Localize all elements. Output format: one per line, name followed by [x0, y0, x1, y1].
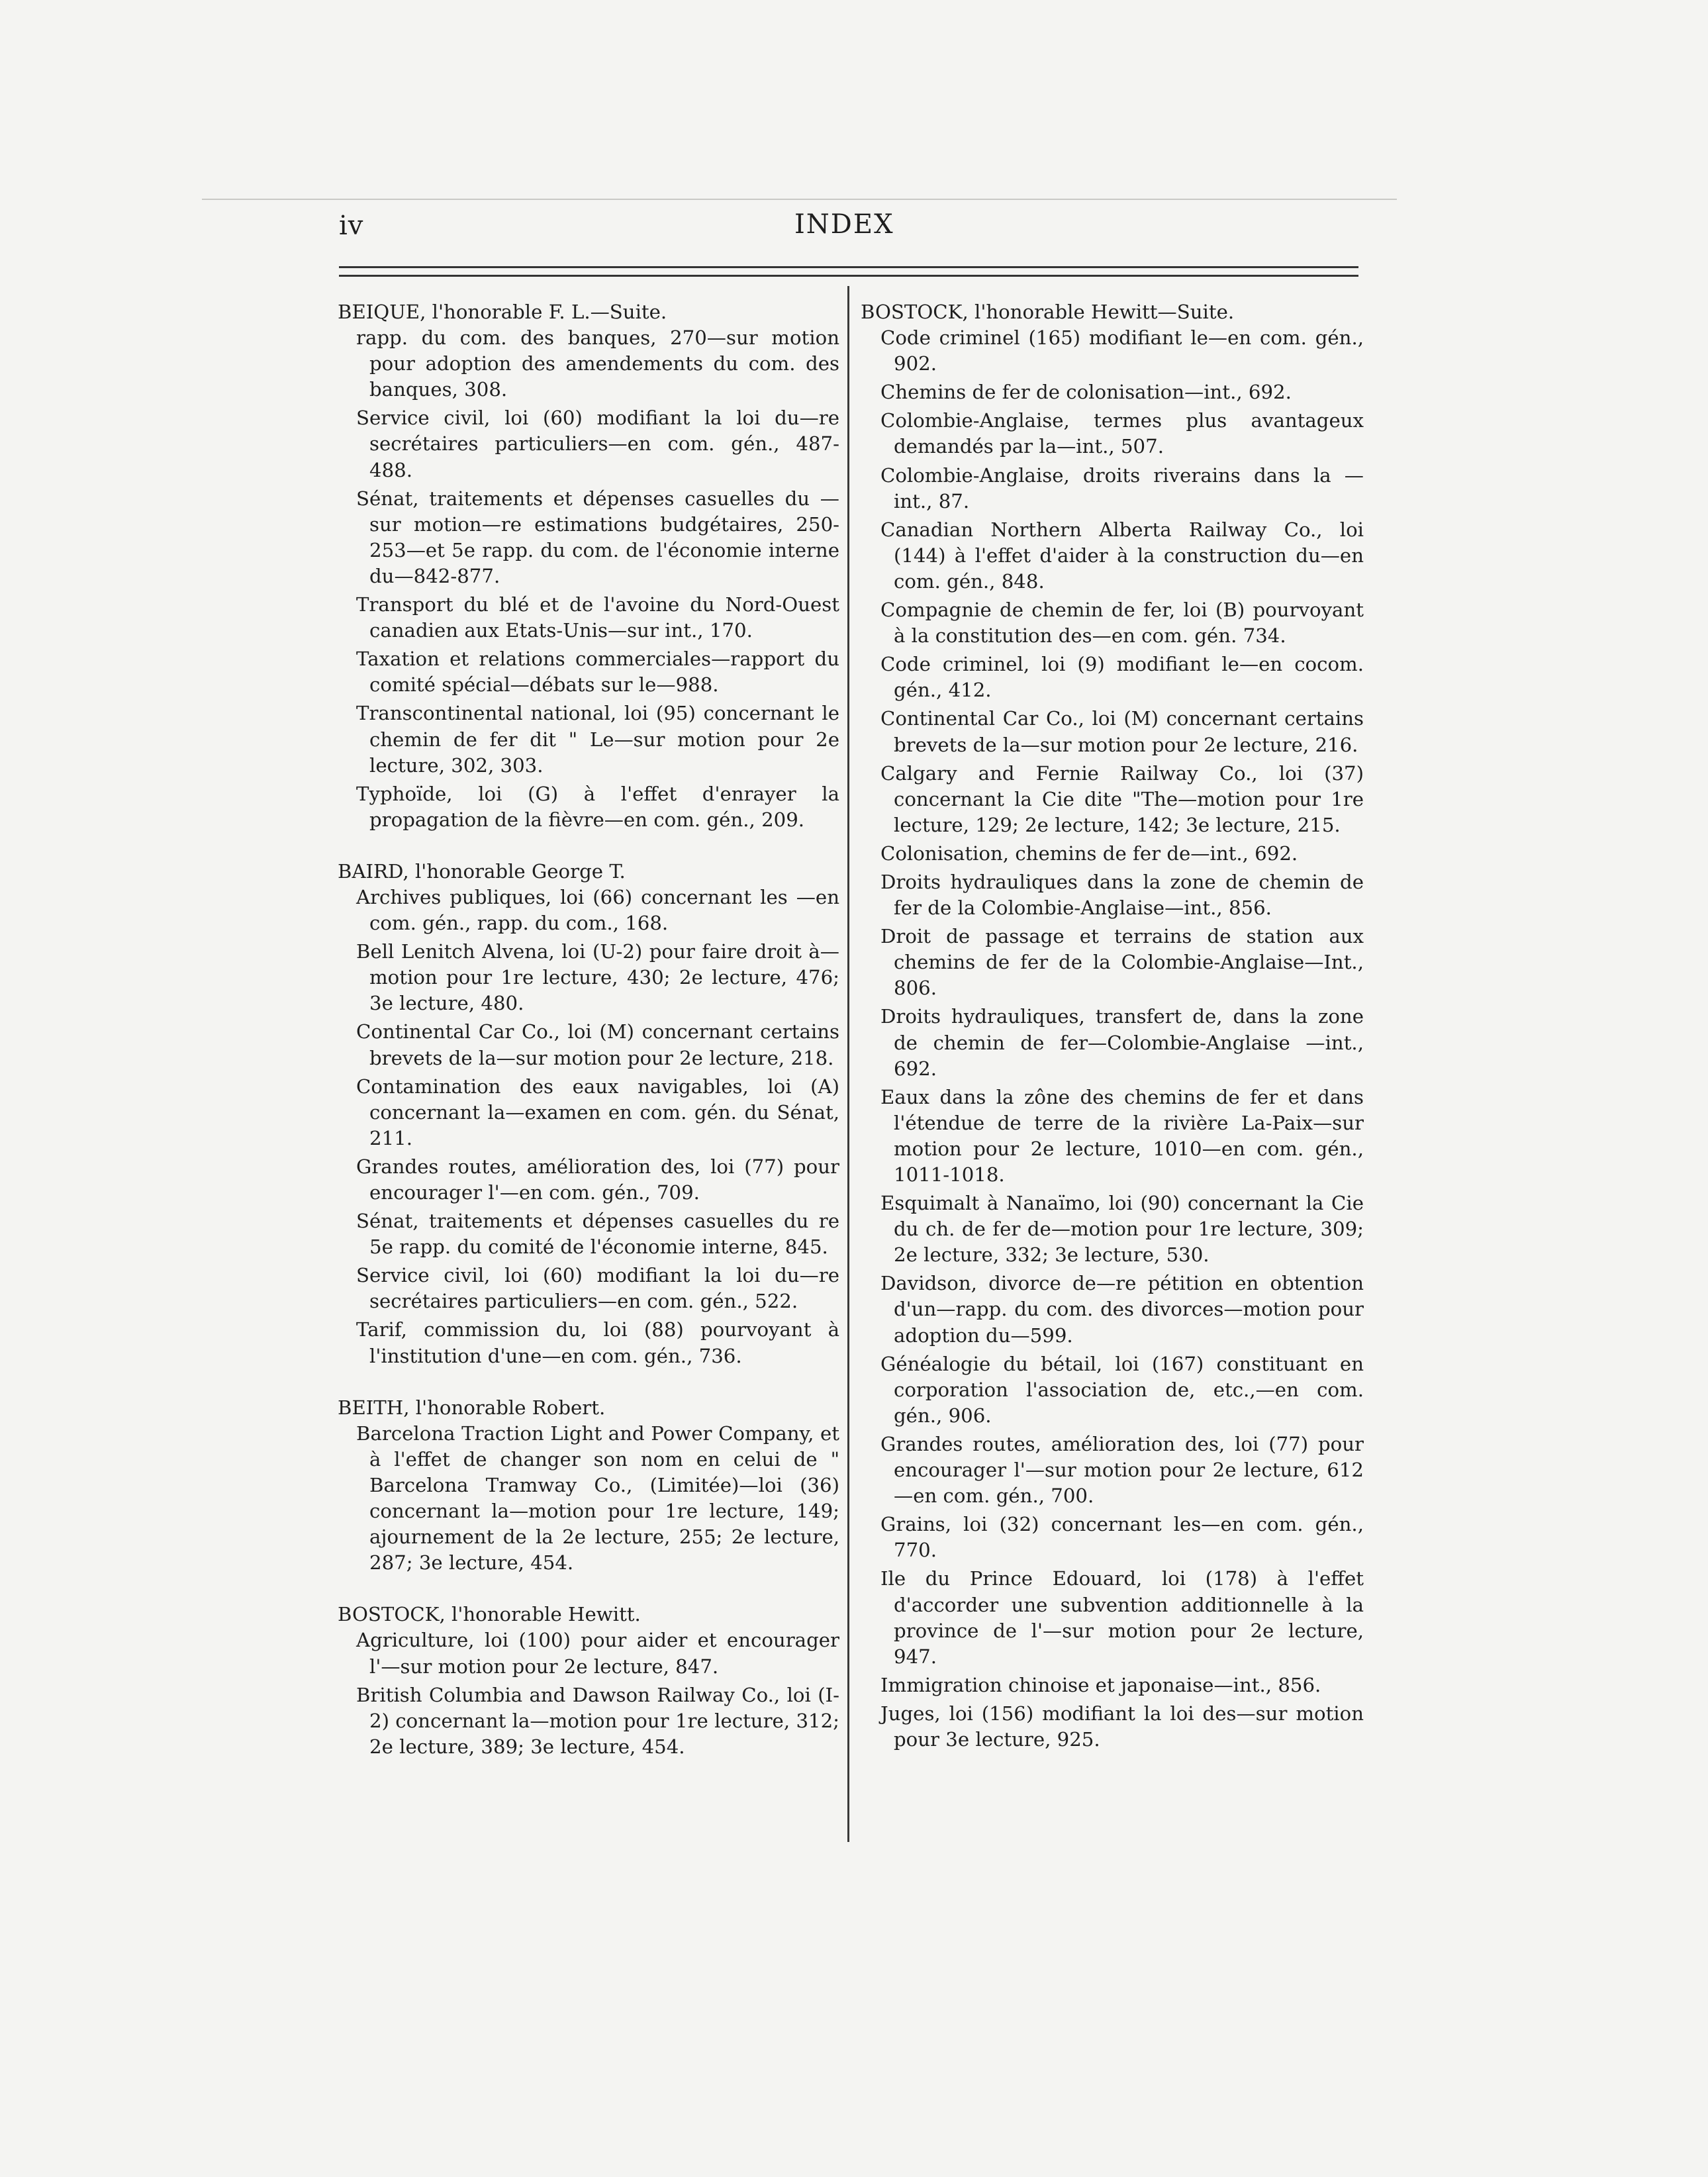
index-entry: [338, 1602, 839, 1760]
entry-heading: BAIRD, l'honorable George T.: [338, 859, 626, 883]
entry-subitem: Sénat, traitements et dépenses casuelles du re 5e rapp. du comité de l'économie interne, 845.: [356, 1210, 839, 1259]
entry-subitem: Continental Car Co., loi (M) concernant certains brevets de la—sur motion pour 2e lecture, 218.: [356, 1020, 839, 1069]
entry-subitem: Taxation et relations commerciales—rapport du comité spécial—débats sur le—988.: [356, 648, 839, 697]
page-number: iv: [339, 211, 364, 241]
header-double-rule: [339, 266, 1358, 277]
entry-subitem: Ile du Prince Edouard, loi (178) à l'effet d'accorder une subvention additionnelle à la province de l'—sur motion pour 2e lecture, 947.: [880, 1567, 1364, 1668]
entry-subitem: rapp. du com. des banques, 270—sur motion pour adoption des amendements du com. des banques, 308.: [356, 326, 839, 401]
entry-subitem: Transcontinental national, loi (95) concernant le chemin de fer dit " Le—sur motion pour 2e lecture, 302, 303.: [356, 702, 839, 777]
entry-heading: BEIQUE, l'honorable F. L.—Suite.: [338, 301, 667, 323]
entry-heading: BOSTOCK, l'honorable Hewitt.: [338, 1603, 641, 1626]
entry-subitem: Droit de passage et terrains de station aux chemins de fer de la Colombie-Anglaise—Int., 806.: [880, 925, 1364, 1000]
right-column: [861, 299, 1364, 1753]
entry-subitem: Colonisation, chemins de fer de—int., 692.: [880, 842, 1298, 865]
left-column: [338, 299, 839, 1760]
entry-subitem: Droits hydrauliques, transfert de, dans la zone de chemin de fer—Colombie-Anglaise —int., 692.: [880, 1005, 1364, 1080]
index-entry: [338, 299, 839, 833]
entry-subitem: Continental Car Co., loi (M) concernant certains brevets de la—sur motion pour 2e lecture, 216.: [880, 707, 1364, 756]
entry-subitem: British Columbia and Dawson Railway Co., loi (I-2) concernant la—motion pour 1re lecture, 312; 2e lecture, 389; 3e lecture, 454.: [356, 1683, 839, 1758]
index-entry: [338, 859, 839, 1369]
entry-subitem: Archives publiques, loi (66) concernant les —en com. gén., rapp. du com., 168.: [356, 885, 839, 935]
entry-subitem: Eaux dans la zône des chemins de fer et dans l'étendue de terre de la rivière La-Paix—sur motion pour 2e lecture, 1010—en com. gén., 1011-1018.: [880, 1085, 1364, 1186]
entry-subitem: Juges, loi (156) modifiant la loi des—sur motion pour 3e lecture, 925.: [880, 1702, 1364, 1751]
entry-subitem: Compagnie de chemin de fer, loi (B) pourvoyant à la constitution des—en com. gén. 734.: [880, 599, 1364, 648]
entry-subitem: Grandes routes, amélioration des, loi (77) pour encourager l'—sur motion pour 2e lecture, 612—en com. gén., 700.: [880, 1432, 1364, 1508]
entry-subitem: Contamination des eaux navigables, loi (A) concernant la—examen en com. gén. du Sénat, 211.: [356, 1075, 839, 1149]
entry-subitem: Barcelona Traction Light and Power Company, et à l'effet de changer son nom en celui de " Barcelona Tramway Co., (Limitée)—loi (36) concernant la—motion pour 1re lecture, 149; ajournement de la 2e lecture, 255; 2e lecture, 287; 3e lecture, 454.: [356, 1422, 839, 1574]
entry-subitem: Généalogie du bétail, loi (167) constituant en corporation l'association de, etc.,—en com. gén., 906.: [880, 1352, 1364, 1427]
entry-subitem: Code criminel, loi (9) modifiant le—en cocom. gén., 412.: [880, 653, 1364, 702]
entry-heading: BEITH, l'honorable Robert.: [338, 1396, 606, 1419]
index-entry: [338, 1395, 839, 1576]
entry-subitem: Droits hydrauliques dans la zone de chemin de fer de la Colombie-Anglaise—int., 856.: [880, 870, 1364, 920]
entry-subitem: Service civil, loi (60) modifiant la loi du—re secrétaires particuliers—en com. gén., 487-488.: [356, 407, 839, 481]
entry-subitem: Service civil, loi (60) modifiant la loi du—re secrétaires particuliers—en com. gén., 522.: [356, 1264, 839, 1313]
page-title: INDEX: [794, 209, 894, 240]
entry-subitem: Code criminel (165) modifiant le—en com. gén., 902.: [880, 326, 1364, 375]
entry-subitem: Tarif, commission du, loi (88) pourvoyant à l'institution d'une—en com. gén., 736.: [356, 1318, 839, 1367]
entry-subitem: Colombie-Anglaise, droits riverains dans la —int., 87.: [880, 463, 1364, 512]
entry-subitem: Grandes routes, amélioration des, loi (77) pour encourager l'—en com. gén., 709.: [356, 1155, 839, 1204]
entry-subitem: Agriculture, loi (100) pour aider et encourager l'—sur motion pour 2e lecture, 847.: [356, 1629, 839, 1678]
index-entry: [861, 299, 1364, 1753]
entry-subitem: Sénat, traitements et dépenses casuelles du —sur motion—re estimations budgétaires, 250-253—et 5e rapp. du com. de l'économie interne du—842-877.: [356, 487, 839, 587]
entry-subitem: Immigration chinoise et japonaise—int., 856.: [880, 1673, 1321, 1696]
entry-subitem: Chemins de fer de colonisation—int., 692.: [880, 381, 1292, 404]
entry-subitem: Calgary and Fernie Railway Co., loi (37) concernant la Cie dite "The—motion pour 1re lecture, 129; 2e lecture, 142; 3e lecture, 215.: [880, 761, 1364, 836]
entry-subitem: Grains, loi (32) concernant les—en com. gén., 770.: [880, 1513, 1364, 1562]
entry-subitem: Typhoïde, loi (G) à l'effet d'enrayer la propagation de la fièvre—en com. gén., 209.: [356, 782, 839, 831]
entry-heading: BOSTOCK, l'honorable Hewitt—Suite.: [861, 301, 1235, 323]
entry-subitem: Esquimalt à Nanaïmo, loi (90) concernant la Cie du ch. de fer de—motion pour 1re lecture, 309; 2e lecture, 332; 3e lecture, 530.: [880, 1192, 1364, 1267]
page-top-edge-rule: [202, 199, 1397, 200]
entry-subitem: Canadian Northern Alberta Railway Co., loi (144) à l'effet d'aider à la construction du—en com. gén., 848.: [880, 518, 1364, 593]
entry-subitem: Colombie-Anglaise, termes plus avantageux demandés par la—int., 507.: [880, 409, 1364, 458]
entry-subitem: Bell Lenitch Alvena, loi (U-2) pour faire droit à—motion pour 1re lecture, 430; 2e lecture, 476; 3e lecture, 480.: [356, 940, 839, 1015]
entry-subitem: Davidson, divorce de—re pétition en obtention d'un—rapp. du com. des divorces—motion pour adoption du—599.: [880, 1272, 1364, 1347]
column-divider: [847, 286, 849, 1842]
entry-subitem: Transport du blé et de l'avoine du Nord-Ouest canadien aux Etats-Unis—sur int., 170.: [356, 593, 839, 642]
